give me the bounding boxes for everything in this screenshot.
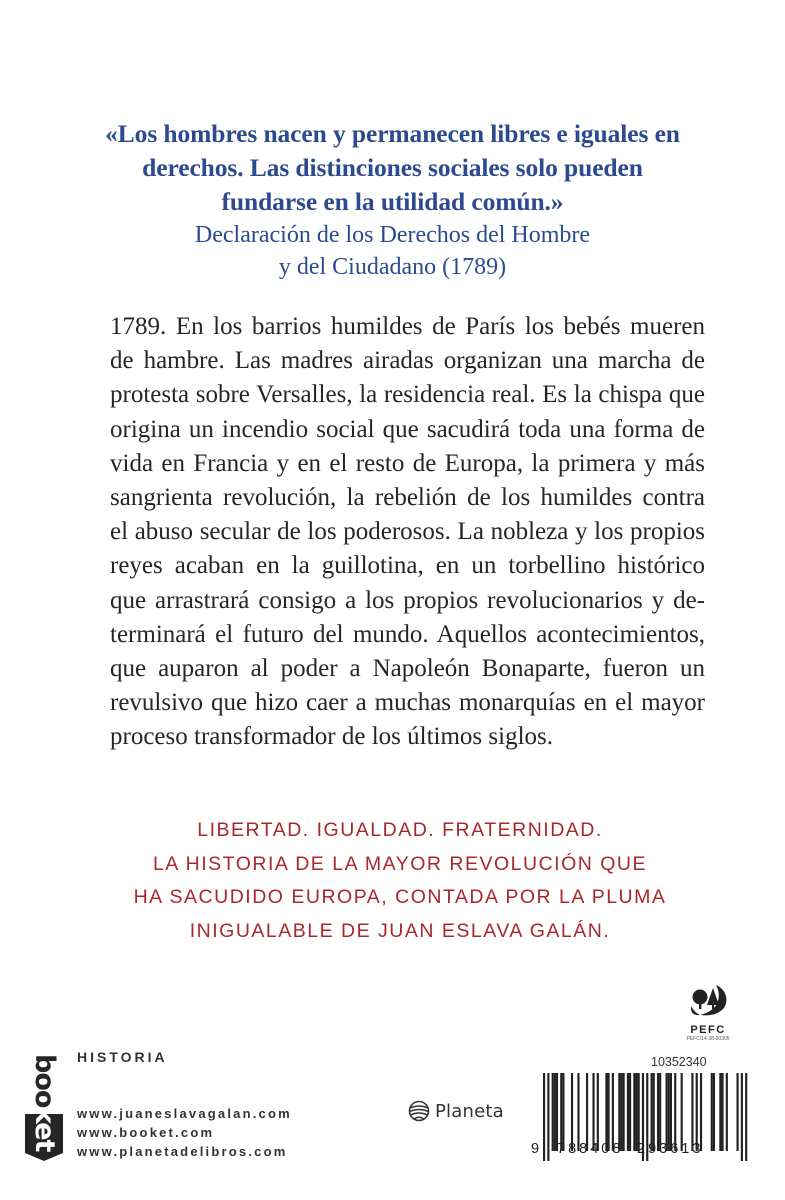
barcode-bar — [605, 1073, 607, 1151]
barcode-bar — [711, 1073, 713, 1151]
quote-line: fundarse en la utilidad común.» — [221, 187, 564, 216]
booket-logo-icon — [22, 1052, 66, 1162]
barcode-bar — [586, 1073, 588, 1151]
link-author-site[interactable]: www.juaneslavagalan.com — [77, 1106, 292, 1121]
epigraph — [90, 117, 695, 283]
svg-text:boo: boo — [29, 1054, 60, 1108]
barcode-bar — [659, 1073, 661, 1151]
pefc-code: PEFC/14-38-00305 — [686, 1036, 730, 1042]
barcode-bar — [674, 1073, 676, 1151]
synopsis-line: el abuso secular de los poderosos. La nobleza y los propios — [110, 518, 705, 546]
barcode-bar — [638, 1073, 640, 1151]
trees-icon — [686, 982, 730, 1018]
synopsis-line: reyes acaban en la guillotina, en un torbellino histórico — [110, 552, 705, 580]
barcode-bar — [666, 1073, 668, 1151]
barcode-bar — [597, 1073, 599, 1151]
synopsis-line: que auparon al poder a Napoleón Bonaparte, fueron un — [110, 655, 705, 683]
barcode-bar — [552, 1073, 554, 1151]
barcode-bar — [668, 1073, 670, 1151]
website-links — [77, 1104, 292, 1161]
barcode-bar — [554, 1073, 556, 1151]
barcode-bar — [629, 1073, 631, 1151]
barcode-bar — [623, 1073, 625, 1151]
quote-line: «Los hombres nacen y permanecen libres e iguales en — [105, 119, 680, 148]
epigraph-source — [90, 219, 695, 283]
barcode-bar — [618, 1073, 620, 1151]
barcode-bar — [556, 1073, 558, 1151]
barcode-bar — [627, 1073, 629, 1151]
barcode-bar — [741, 1073, 743, 1161]
barcode-bar — [543, 1073, 545, 1161]
barcode-bar — [653, 1073, 655, 1151]
isbn-barcode — [530, 1073, 760, 1173]
tagline-line: INIGUALABLE DE JUAN ESLAVA GALÁN. — [189, 919, 611, 942]
source-line: Declaración de los Derechos del Hombre — [194, 222, 591, 248]
pefc-certification — [668, 982, 748, 1043]
synopsis-line: 1789. En los barrios humildes de París los bebés mueren — [110, 313, 705, 340]
synopsis-line: de hambre. Las madres airadas organizan una marcha de — [110, 347, 705, 375]
synopsis-line: revulsivo que hizo caer a muchas monarquías en el mayor — [110, 689, 705, 717]
synopsis — [110, 310, 705, 755]
barcode-bar — [620, 1073, 622, 1151]
barcode-bar — [562, 1073, 564, 1151]
planeta-wordmark: Planeta — [435, 1100, 504, 1122]
epigraph-quote — [90, 117, 695, 219]
source-line: y del Ciudadano (1789) — [278, 254, 507, 280]
barcode-bar — [696, 1073, 698, 1151]
barcode-bar — [612, 1073, 614, 1151]
barcode-bar — [571, 1073, 573, 1151]
synopsis-line: vida en Francia y en el resto de Europa, la primera y más — [110, 449, 705, 477]
synopsis-line: proceso transformador de los últimos siglos. — [110, 723, 553, 751]
synopsis-line: terminará el futuro del mundo. Aquellos acontecimientos, — [110, 620, 705, 648]
barcode-bar — [726, 1073, 728, 1151]
category-label: HISTORIA — [77, 1049, 168, 1065]
tagline — [100, 814, 700, 948]
synopsis-line: que arrastrará consigo a los propios revolucionarios y de- — [110, 586, 705, 614]
barcode-bar — [700, 1073, 702, 1151]
barcode-bar — [719, 1073, 721, 1151]
link-planeta-site[interactable]: www.planetadelibros.com — [77, 1144, 288, 1159]
pefc-label: PEFC — [690, 1024, 726, 1036]
barcode-bar — [635, 1073, 637, 1151]
synopsis-line: origina un incendio social que sacudirá toda una forma de — [110, 415, 705, 443]
tagline-line: HA SACUDIDO EUROPA, CONTADA POR LA PLUMA — [133, 886, 667, 908]
barcode-bar — [657, 1073, 659, 1151]
isbn-group-2: 293613 — [637, 1141, 704, 1157]
barcode-bar — [608, 1073, 610, 1151]
barcode-bar — [745, 1073, 747, 1161]
synopsis-line: sangrienta revolución, la rebelión de los humildes contra — [110, 484, 705, 512]
barcode-bar — [560, 1073, 562, 1151]
synopsis-line: protesta sobre Versalles, la residencia real. Es la chispa que — [110, 381, 705, 409]
barcode-bar — [670, 1073, 672, 1151]
barcode-bar — [651, 1073, 653, 1151]
barcode-bar — [592, 1073, 594, 1151]
isbn-group-1: 788408 — [557, 1141, 624, 1157]
isbn-lead-digit: 9 — [531, 1141, 543, 1157]
barcode-bar — [691, 1073, 693, 1151]
booket-logo — [22, 1052, 66, 1162]
globe-icon — [408, 1100, 430, 1122]
barcode-bar — [633, 1073, 635, 1151]
barcode-bar — [737, 1073, 739, 1151]
internal-code: 10352340 — [651, 1055, 707, 1069]
link-booket-site[interactable]: www.booket.com — [77, 1125, 215, 1140]
barcode-bar — [577, 1073, 579, 1151]
barcode-bar — [721, 1073, 723, 1151]
quote-line: derechos. Las distinciones sociales solo pueden — [142, 153, 643, 182]
barcode-bar — [681, 1073, 683, 1151]
barcode-bar — [713, 1073, 715, 1151]
planeta-logo — [408, 1100, 504, 1122]
barcode-bar — [547, 1073, 549, 1161]
tagline-line: LIBERTAD. IGUALDAD. FRATERNIDAD. — [197, 819, 603, 841]
tagline-line: LA HISTORIA DE LA MAYOR REVOLUCIÓN QUE — [152, 852, 648, 875]
svg-text:ket: ket — [29, 1106, 60, 1152]
